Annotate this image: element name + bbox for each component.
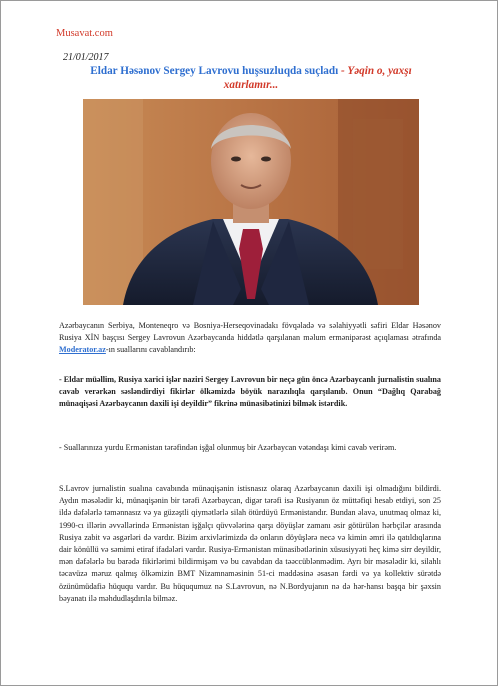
interview-answer-short: - Suallarınıza yurdu Ermənistan tərəfindən işğal olunmuş bir Azərbaycan vətəndaşı kimi cavab verirəm. [59, 443, 397, 452]
article-photo [83, 99, 419, 305]
article-date: 21/01/2017 [63, 52, 109, 63]
portrait-image [83, 99, 419, 305]
article-headline [63, 64, 439, 92]
intro-text-before: Azərbaycanın Serbiya, Monteneqro və Bosniya-Herseqovinadakı fövqəladə və səlahiyyətli səfiri Eldar Həsənov Rusiya XİN başçısı Sergey Lavrovun Azərbaycanda hiddətlə qarşılanan məlum ermənipərəst açıqlaması ətrafında [59, 321, 441, 343]
headline-separator: - [338, 65, 348, 77]
intro-paragraph [59, 320, 441, 357]
site-name[interactable]: Musavat.com [56, 28, 113, 39]
interview-question: - Eldar müəllim, Rusiya xarici işlər naziri Sergey Lavrovun bir neçə gün öncə Azərbaycanlı jurnalistin sualına cavab verərkən səsləndirdiyi fikirlər ölkəmizdə böyük narazılıqla qarşılanıb. Onun “Dağlıq Qarabağ münaqişəsi Azərbaycanın daxili işi deyildir” fikrinə münasibətinizi bilmək istərdik. [59, 375, 441, 409]
headline-main: Eldar Həsənov Sergey Lavrovu huşsuzluqda suçladı [90, 65, 339, 77]
intro-text-after: -ın suallarını cavablandırıb: [105, 345, 196, 355]
interview-answer-long: S.Lavrov jurnalistin sualına cavabında münaqişənin istisnasız olaraq Azərbaycanın daxili işi olmadığını bildirdi. Aydın məsələdir ki, münaqişənin bir tərəfi Azərbaycan, digər tərəfi isə Rusiyanın öz müttəfiqi hesab etdiyi, son 25 ildə dəfələrlə təmənnasız və ya güzəştli qiymətlərlə silah ötürdüyü Ermənistandır. Bundan əlavə, unutmaq olmaz ki, 1990-cı illərin əvvəllərində Ermənistan işğalçı qüvvələrinə qarşı döyüşlər zamanı əsir götürülən hərbçilər arasında Rusiya zabit və əsgərləri də vardır. Bizim arxivlərimizdə də onların döyüşlərə necə və kimin əmri ilə qatıldıqlarına dair könüllü və səmimi etiraf ifadələri vardır. Rusiya-Ermənistan münasibətlərinin xüsusiyyəti heç kimə sirr deyildir, mən dəfələrlə bu barədə fikirlərimi bildirmişəm və bu cavabdan da təəccüblənmədim. Ayrı bir məsələdir ki, silahlı təcavüzə məruz qalmış ölkəmizin BMT Nizamnaməsinin 51-ci maddəsinə əsasən fərdi və ya kollektiv sürətdə özünümüdafiə hüququ vardır. Bu hüququmuz nə S.Lavrovun, nə N.Bordyujanın nə də hər-hansı başqa bir şəxsin bəyanatı ilə məhdudlaşdırıla bilməz. [59, 484, 441, 603]
source-link[interactable]: Moderator.az [59, 345, 106, 355]
headline-subtitle: Yəqin o, yaxşı xatırlamır... [223, 65, 412, 91]
